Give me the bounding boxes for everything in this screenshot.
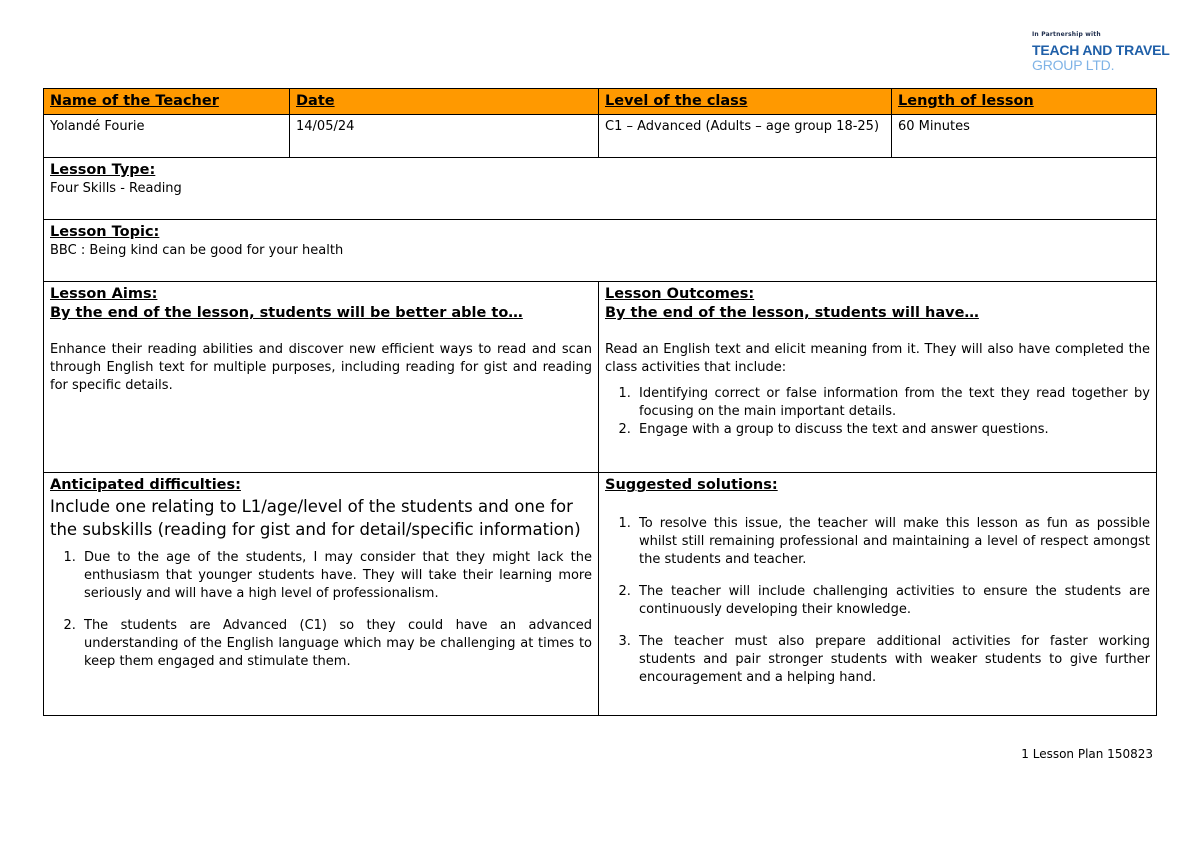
lesson-topic-row [44,220,1157,282]
difficulties-title: Anticipated difficulties: [50,477,241,493]
solutions-cell [599,473,1157,716]
header-date-label: Date [296,93,335,109]
teacher-name: Yolandé Fourie [44,115,290,158]
lesson-plan-table [43,88,1157,716]
difficulties-cell [44,473,599,716]
lesson-outcomes-text: Read an English text and elicit meaning from it. They will also have completed the class activities that include: [605,342,1150,375]
list-item: 1. Due to the age of the students, I may consider that they might lack the enthusiasm that younger students have. They will take their learning more seriously and will have a high level of professionalism. [80,549,592,603]
difficulties-list [50,549,592,671]
difficulties-intro: Include one relating to L1/age/level of the students and one for the subskills (reading for gist and for detail/specific information) [50,497,581,539]
list-item: 1. Identifying correct or false information from the text they read together by focusing on the main important details. [635,385,1150,421]
header-date [290,89,599,115]
lesson-aims-title: Lesson Aims: [50,286,158,302]
lesson-outcomes-title: Lesson Outcomes: [605,286,755,302]
list-item: 2. The students are Advanced (C1) so they could have an advanced understanding of the English language which may be challenging at times to keep them engaged and stimulate them. [80,617,592,671]
lesson-type-cell [44,158,1157,220]
lesson-aims-subtitle: By the end of the lesson, students will be better able to… [50,305,523,321]
list-item: 3. The teacher must also prepare additional activities for faster working students and pair stronger students with weaker students to give further encouragement and a helping hand. [635,633,1150,687]
lesson-outcomes-cell [599,282,1157,473]
lesson-aims-cell [44,282,599,473]
partner-logo [1032,31,1170,73]
logo-line-1: TEACH AND TRAVEL [1032,42,1170,58]
lesson-type-value: Four Skills - Reading [50,181,182,196]
info-row [44,115,1157,158]
list-item: 1. To resolve this issue, the teacher will make this lesson as fun as possible whilst still remaining professional and maintaining a level of respect amongst the students and teacher. [635,515,1150,569]
lesson-length: 60 Minutes [892,115,1157,158]
solutions-list [605,515,1150,687]
difficulties-solutions-row [44,473,1157,716]
outcomes-list [605,385,1150,439]
header-level-label: Level of the class [605,93,748,109]
header-length-label: Length of lesson [898,93,1034,109]
list-item: 2. Engage with a group to discuss the text and answer questions. [635,421,1150,439]
lesson-date: 14/05/24 [290,115,599,158]
header-level [599,89,892,115]
page-footer: 1 Lesson Plan 150823 [1021,747,1153,761]
lesson-topic-cell [44,220,1157,282]
logo-line-2: GROUP LTD. [1032,57,1115,73]
class-level: C1 – Advanced (Adults – age group 18-25) [599,115,892,158]
aims-outcomes-row [44,282,1157,473]
header-row [44,89,1157,115]
lesson-type-title: Lesson Type: [50,162,156,178]
header-length [892,89,1157,115]
lesson-topic-value: BBC : Being kind can be good for your health [50,243,344,258]
lesson-aims-text: Enhance their reading abilities and discover new efficient ways to read and scan through English text for multiple purposes, including reading for gist and reading for specific details. [50,342,592,393]
header-teacher-label: Name of the Teacher [50,93,219,109]
solutions-title: Suggested solutions: [605,477,778,493]
lesson-outcomes-subtitle: By the end of the lesson, students will have… [605,305,979,321]
list-item: 2. The teacher will include challenging activities to ensure the students are continuously developing their knowledge. [635,583,1150,619]
header-teacher [44,89,290,115]
lesson-type-row [44,158,1157,220]
logo-tagline: In Partnership with [1032,31,1101,38]
lesson-topic-title: Lesson Topic: [50,224,160,240]
